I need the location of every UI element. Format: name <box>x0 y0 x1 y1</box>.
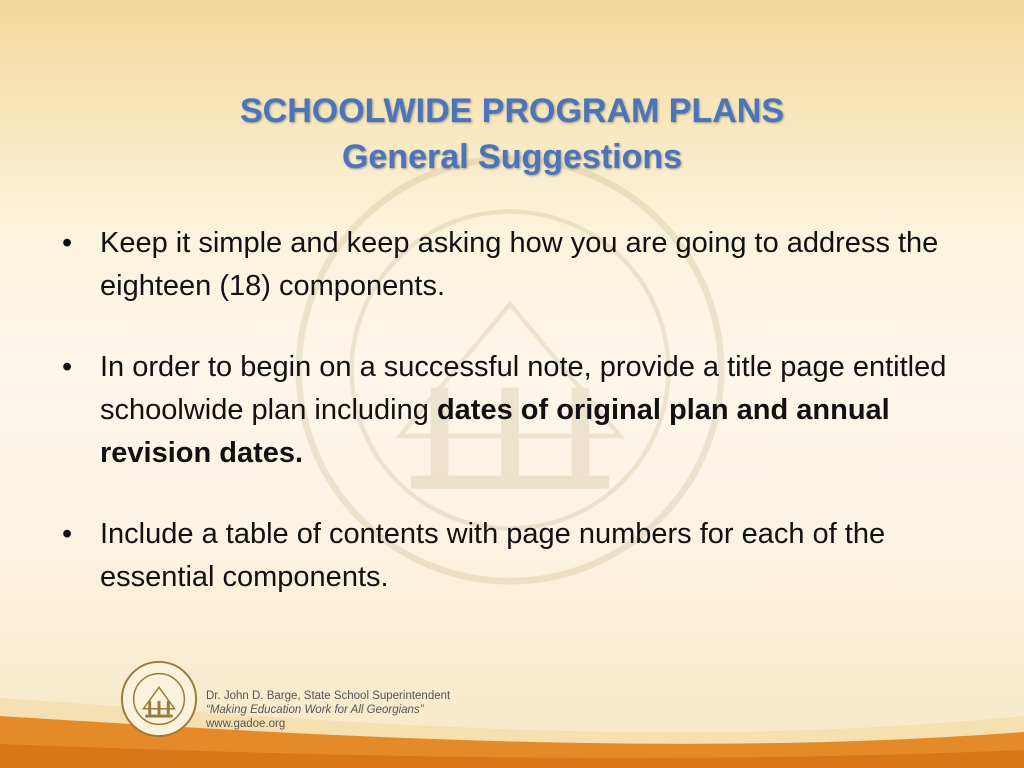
website-link[interactable]: www.gadoe.org <box>206 718 286 730</box>
title-line-2: General Suggestions <box>341 138 683 176</box>
bullet-dot: • <box>62 227 73 259</box>
bullet-item-3 <box>58 513 948 599</box>
bullet-dot: • <box>62 518 73 550</box>
department-of-education-seal-logo <box>120 660 198 738</box>
title-line-1: SCHOOLWIDE PROGRAM PLANS <box>239 92 785 130</box>
bullet-text: Include a table of contents with page numbers for each of the essential components. <box>100 518 886 593</box>
bullet-text: In order to begin on a successful note, provide a title page entitled schoolwide plan including <box>100 351 947 426</box>
tagline: “Making Education Work for All Georgians” <box>206 704 424 716</box>
bullet-item-2 <box>58 346 948 475</box>
bullet-text: Keep it simple and keep asking how you are going to address the eighteen (18) components. <box>100 227 939 302</box>
bullet-list <box>58 222 948 637</box>
bullet-dot: • <box>62 351 73 383</box>
bullet-item-1 <box>58 222 948 308</box>
slide-title <box>0 88 1024 180</box>
bullet-bold-text: dates of original plan and annual revision dates. <box>100 394 890 469</box>
footer-credits <box>206 689 450 731</box>
superintendent-line: Dr. John D. Barge, State School Superintendent <box>206 690 451 702</box>
